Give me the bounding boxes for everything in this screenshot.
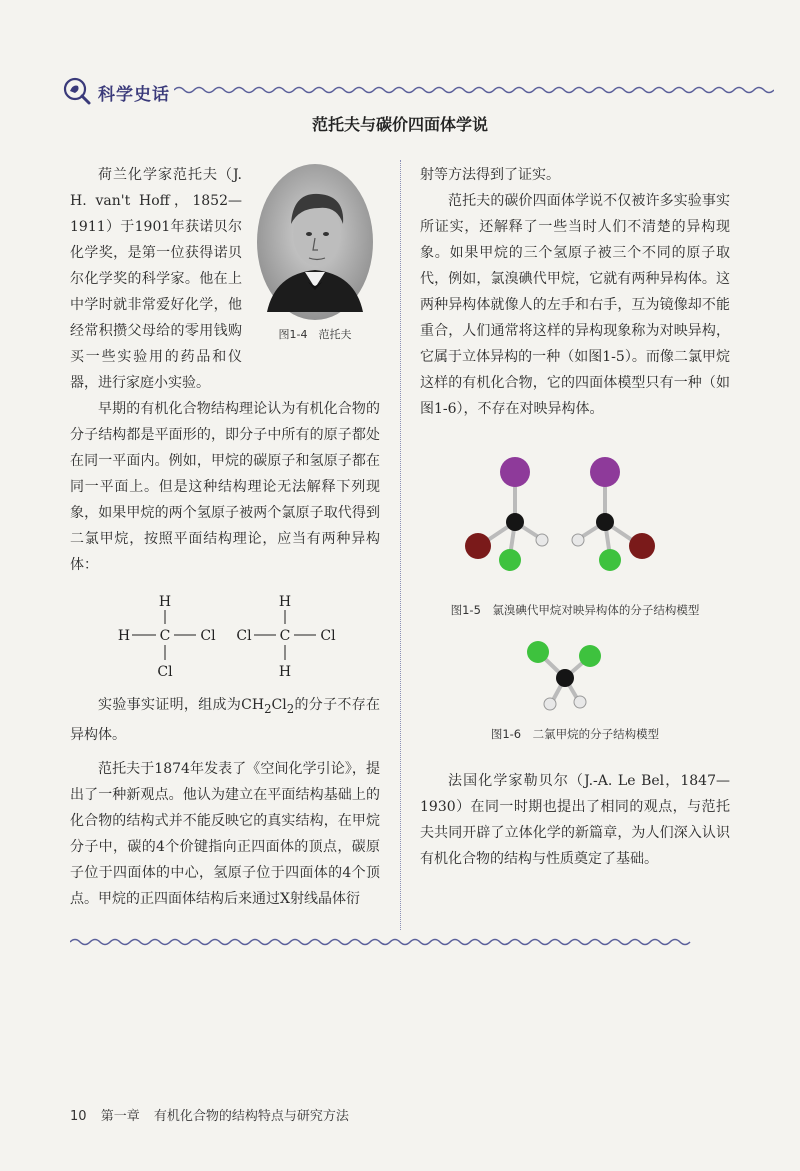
right-column: [420, 162, 730, 872]
right-paragraph-2: 范托夫的碳价四面体学说不仅被许多实验事实所证实，还解释了一些当时人们不清楚的异构现象。如果甲烷的三个氢原子被三个不同的原子取代，例如，氯溴碘代甲烷，它就有两种异构体。这两种异构体就像人的左手和右手，互为镜像却不能重合，人们通常将这样的异构现象称为对映异构，它属于立体异构的一种（如图1-5）。而像二氯甲烷这样的有机化合物，它的四面体模型只有一种（如图1-6），不存在对映异构体。: [420, 193, 730, 417]
enantiomer-right: [572, 457, 655, 571]
chapter-label: 第一章: [100, 1109, 140, 1124]
dichloromethane-planar-formulas: [70, 590, 380, 682]
figure-1-4: [250, 162, 380, 342]
chlorine-atom: [499, 549, 521, 571]
section-header: [62, 72, 732, 112]
left-paragraph-4: 范托夫于1874年发表了《空间化学引论》，提出了一种新观点。他认为建立在平面结构基础上的化合物的结构式并不能反映它的真实结构，在甲烷分子中，碳的4个价键指向正四面体的顶点，碳原子位于四面体的中心，氢原子位于四面体的4个顶点。甲烷的正四面体结构后来通过X射线晶体衍: [70, 760, 380, 907]
formula1-left-atom: H: [117, 628, 131, 644]
iodine-atom: [500, 457, 530, 487]
hydrogen-atom: [572, 534, 584, 546]
carbon-atom: [556, 669, 574, 687]
formula2-left-atom: Cl: [236, 628, 252, 644]
left-paragraph-3: [70, 692, 380, 748]
structural-formula-2: [230, 590, 340, 682]
carbon-atom: [506, 513, 524, 531]
figure-1-5-caption: 图1-5 氯溴碘代甲烷对映异构体的分子结构模型: [450, 603, 700, 617]
header-wave-divider: [174, 84, 774, 96]
left-paragraph-1: 荷兰化学家范托夫（J. H. van't Hoff，1852—1911）于1901年获诺贝尔化学奖，是第一位获得诺贝尔化学奖的科学家。他在上中学时就非常爱好化学，他经常积攒父母给的零用钱购买一些实验用的药品和仪器，进行家庭小实验。: [70, 167, 242, 391]
article-title: 范托夫与碳价四面体学说: [311, 115, 488, 134]
section-label: 科学史话: [98, 85, 170, 105]
formula2-right-atom: Cl: [320, 628, 336, 644]
structural-formula-1: [110, 590, 220, 682]
chlorine-atom: [527, 641, 549, 663]
hydrogen-atom: [536, 534, 548, 546]
figure-1-5: [420, 444, 730, 594]
p3-text-c: 的分子不存在异构体。: [70, 697, 381, 743]
dichloromethane-model: [420, 632, 730, 722]
carbon-atom: [596, 513, 614, 531]
formula1-top-atom: H: [158, 594, 172, 610]
chlorobromoiodomethane-enantiomers-model: [420, 444, 730, 594]
left-column: [70, 162, 380, 912]
chapter-title: 有机化合物的结构特点与研究方法: [153, 1109, 349, 1124]
bromine-atom: [629, 533, 655, 559]
formula2-bottom-atom: H: [278, 664, 292, 680]
page-number: 10: [70, 1109, 87, 1124]
vant-hoff-portrait: [255, 162, 375, 322]
bottom-wave-divider: [70, 936, 730, 948]
chlorine-atom: [579, 645, 601, 667]
column-divider: [400, 160, 401, 930]
formula1-right-atom: Cl: [200, 628, 216, 644]
formula1-bottom-atom: Cl: [157, 664, 173, 680]
history-magnifier-icon: [62, 76, 92, 106]
formula2-center-atom: C: [279, 628, 291, 644]
formula2-top-atom: H: [278, 594, 292, 610]
p3-text-a: 实验事实证明，组成为CH: [98, 697, 265, 713]
hydrogen-atom: [544, 698, 556, 710]
iodine-atom: [590, 457, 620, 487]
hydrogen-atom: [574, 696, 586, 708]
figure-1-6-caption: 图1-6 二氯甲烷的分子结构模型: [490, 727, 660, 741]
p3-subscript-2: 2: [286, 701, 295, 716]
left-paragraph-2: 早期的有机化合物结构理论认为有机化合物的分子结构都是平面形的，即分子中所有的原子都处在同一平面内。例如，甲烷的碳原子和氢原子都在同一平面上。但是这种结构理论无法解释下列现象，如果甲烷的两个氢原子被两个氯原子取代得到二氯甲烷，按照平面结构理论，应当有两种异构体：: [70, 401, 380, 573]
bromine-atom: [465, 533, 491, 559]
right-paragraph-1: 射等方法得到了证实。: [420, 167, 560, 183]
p3-subscript-1: 2: [264, 701, 272, 716]
chlorine-atom: [599, 549, 621, 571]
figure-1-4-caption: 图1-4 范托夫: [278, 328, 352, 341]
formula1-center-atom: C: [159, 628, 171, 644]
page-footer: [70, 1105, 359, 1124]
right-paragraph-3: 法国化学家勒贝尔（J.-A. Le Bel，1847—1930）在同一时期也提出了相同的观点，与范托夫共同开辟了立体化学的新篇章，为人们深入认识有机化合物的结构与性质奠定了基础。: [420, 773, 730, 867]
p3-text-b: Cl: [271, 697, 287, 713]
figure-1-6: [420, 632, 730, 722]
enantiomer-left: [465, 457, 548, 571]
